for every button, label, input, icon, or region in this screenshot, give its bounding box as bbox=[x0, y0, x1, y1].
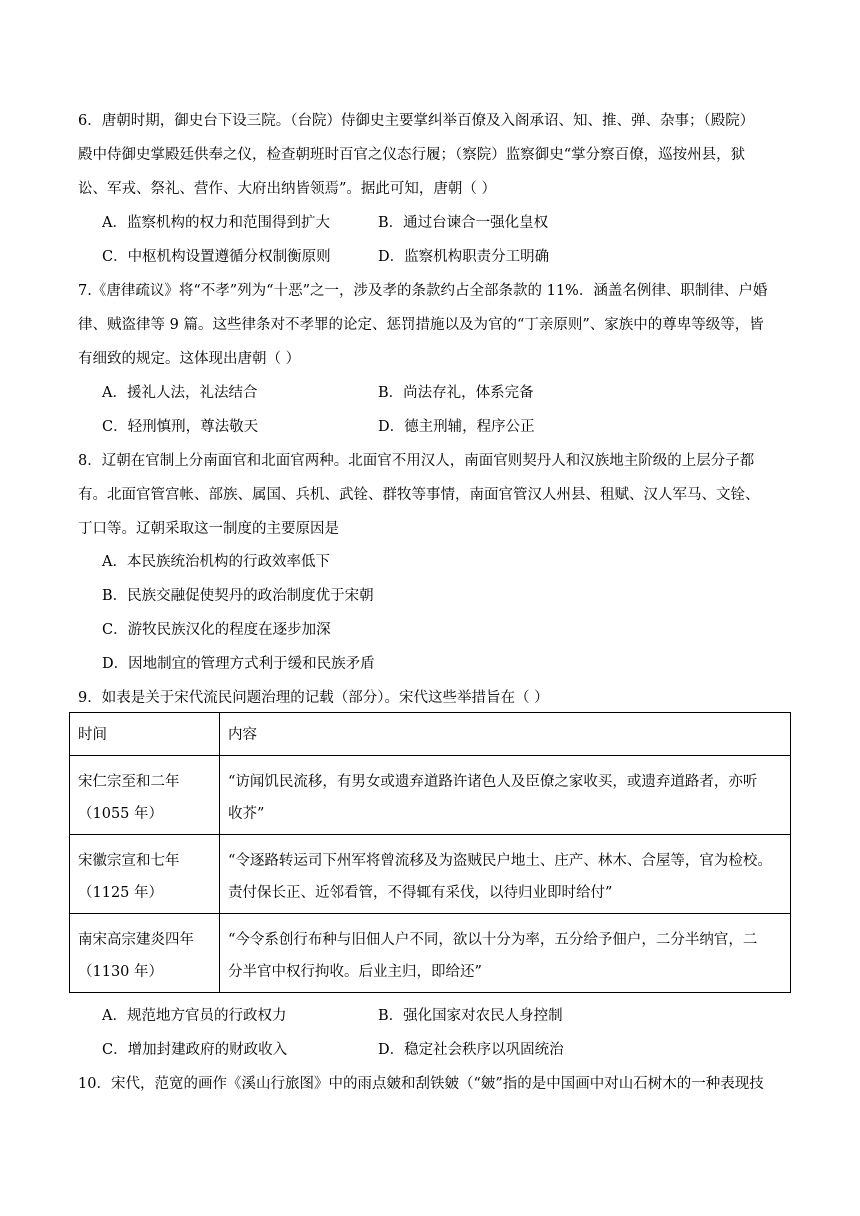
question-7-option-d: D．德主刑辅，程序公正 bbox=[378, 419, 535, 435]
question-7-option-a: A．援礼人法，礼法结合 bbox=[102, 385, 258, 401]
table-cell-content bbox=[220, 914, 791, 993]
table-cell-content-line-2: 责付保长正、近邻看管，不得辄有采伐，以待归业即时给付” bbox=[228, 885, 613, 901]
question-7-option-b: B．尚法存礼，体系完备 bbox=[378, 385, 534, 401]
question-8-stem-line-3: 丁口等。辽朝采取这一制度的主要原因是 bbox=[78, 521, 339, 537]
table-cell-time-line-1: 宋徽宗宣和七年 bbox=[78, 853, 180, 869]
question-6-option-c: C．中枢机构设置遵循分权制衡原则 bbox=[102, 249, 331, 265]
question-6-stem-line-1: 6．唐朝时期，御史台下设三院。（台院）侍御史主要掌纠举百僚及入阁承诏、知、推、弹、杂事；（殿院） bbox=[78, 113, 755, 129]
question-8-option-c: C．游牧民族汉化的程度在逐步加深 bbox=[102, 622, 331, 638]
table-header-row bbox=[70, 713, 791, 756]
table-header-content: 内容 bbox=[220, 713, 791, 756]
question-9-option-b: B．强化国家对农民人身控制 bbox=[378, 1008, 563, 1024]
question-8-stem-line-2: 有。北面官管宫帐、部族、属国、兵机、武铨、群牧等事情，南面官管汉人州县、租赋、汉人军马、文铨、 bbox=[78, 487, 760, 503]
question-8-stem-line-1: 8．辽朝在官制上分南面官和北面官两种。北面官不用汉人，南面官则契丹人和汉族地主阶级的上层分子都 bbox=[78, 453, 755, 469]
table-cell-time-line-2: （1130 年） bbox=[78, 964, 164, 980]
question-7-stem-line-1: 7.《唐律疏议》将“不孝”列为“十恶”之一，涉及孝的条款约占全部条款的 11%．涵盖名例律、职制律、户婚 bbox=[78, 283, 768, 299]
table-cell-content-line-1: “令逐路转运司下州军将曾流移及为盗贼民户地土、庄产、林木、合屋等，官为检校。 bbox=[228, 853, 772, 869]
table-header-time: 时间 bbox=[70, 713, 220, 756]
table-cell-content-line-2: 分半官中权行拘收。后业主归，即给还” bbox=[228, 964, 482, 980]
question-9-stem: 9．如表是关于宋代流民问题治理的记载（部分）。宋代这些举措旨在（ ） bbox=[78, 690, 549, 706]
question-8-option-a: A．本民族统治机构的行政效率低下 bbox=[102, 554, 330, 570]
table-cell-content-line-2: 收芥” bbox=[228, 806, 265, 822]
question-9-option-a: A．规范地方官员的行政权力 bbox=[102, 1008, 287, 1024]
question-8-option-d: D．因地制宜的管理方式利于缓和民族矛盾 bbox=[102, 656, 375, 672]
question-6-stem-line-2: 殿中侍御史掌殿廷供奉之仪，检查朝班时百官之仪态行履；（察院）监察御史“掌分察百僚，巡按州县，狱 bbox=[78, 147, 746, 163]
question-7-stem-line-3: 有细致的规定。这体现出唐朝（ ） bbox=[78, 351, 301, 367]
table-cell-time bbox=[70, 756, 220, 835]
table-cell-time bbox=[70, 835, 220, 914]
question-6-stem-line-3: 讼、军戎、祭礼、营作、大府出纳皆领焉”。据此可知，唐朝（ ） bbox=[78, 181, 497, 197]
table-cell-content-line-1: “今令系创行布种与旧佃人户不同，欲以十分为率，五分给予佃户，二分半纳官，二 bbox=[228, 932, 758, 948]
question-9-table bbox=[69, 712, 791, 993]
question-6-option-b: B．通过台谏合一强化皇权 bbox=[378, 215, 549, 231]
table-cell-time-line-2: （1125 年） bbox=[78, 885, 164, 901]
table-row bbox=[70, 835, 791, 914]
table-cell-time bbox=[70, 914, 220, 993]
table-cell-content bbox=[220, 756, 791, 835]
question-6-option-a: A．监察机构的权力和范围得到扩大 bbox=[102, 215, 330, 231]
question-8-option-b: B．民族交融促使契丹的政治制度优于宋朝 bbox=[102, 588, 374, 604]
question-10-stem-line-1: 10．宋代，范宽的画作《溪山行旅图》中的雨点皴和刮铁皴（“皴”指的是中国画中对山石树木的一种表现技 bbox=[78, 1076, 764, 1092]
table-row bbox=[70, 914, 791, 993]
table-cell-time-line-1: 南宋高宗建炎四年 bbox=[78, 932, 194, 948]
table-cell-content-line-1: “访闻饥民流移，有男女或遗弃道路许诸色人及臣僚之家收买，或遗弃道路者，亦听 bbox=[228, 774, 758, 790]
question-7-stem-line-2: 律、贼盗律等 9 篇。这些律条对不孝罪的论定、惩罚措施以及为官的“丁亲原则”、家族中的尊卑等级等，皆 bbox=[78, 317, 764, 333]
question-7-option-c: C．轻刑慎刑，尊法敬天 bbox=[102, 419, 259, 435]
table-cell-content bbox=[220, 835, 791, 914]
table-row bbox=[70, 756, 791, 835]
question-9-option-c: C．增加封建政府的财政收入 bbox=[102, 1042, 288, 1058]
table-cell-time-line-2: （1055 年） bbox=[78, 806, 164, 822]
question-9-option-d: D．稳定社会秩序以巩固统治 bbox=[378, 1042, 564, 1058]
question-6-option-d: D．监察机构职责分工明确 bbox=[378, 249, 550, 265]
table-cell-time-line-1: 宋仁宗至和二年 bbox=[78, 774, 180, 790]
